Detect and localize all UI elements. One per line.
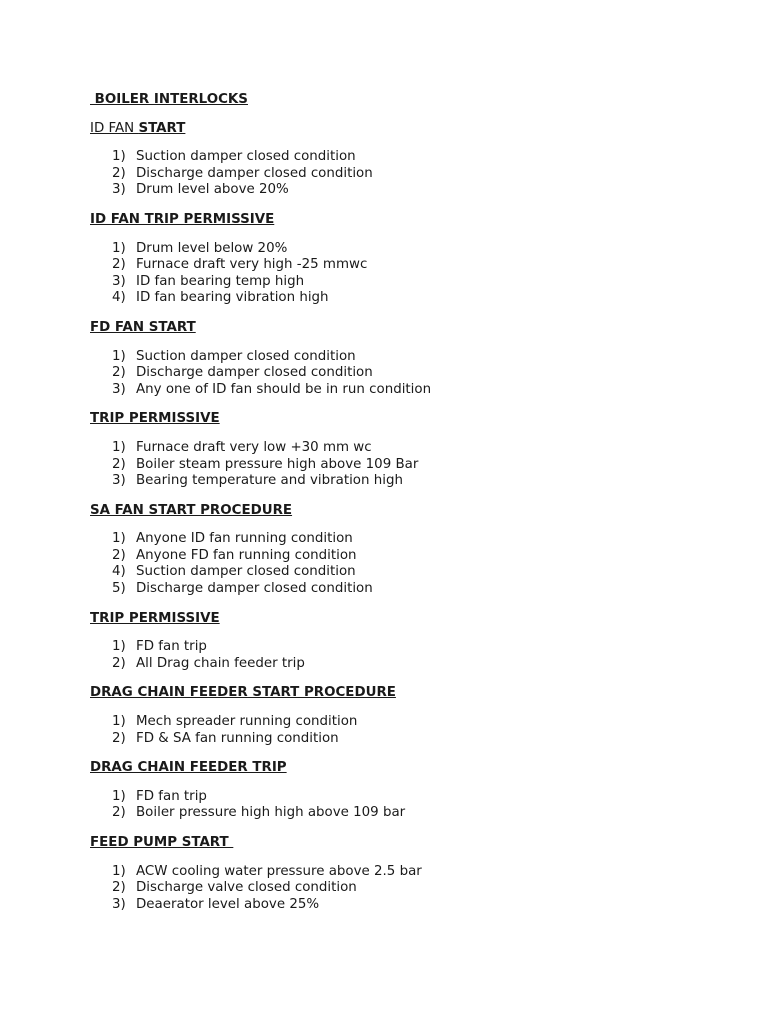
list-item	[90, 457, 710, 474]
list-item	[90, 897, 710, 914]
section-heading-bold: FD FAN START	[90, 319, 196, 335]
list-item-text: Anyone ID fan running condition	[136, 531, 353, 547]
section-heading	[90, 121, 710, 138]
section-heading-bold: ID FAN TRIP PERMISSIVE	[90, 211, 275, 227]
section-heading	[90, 411, 710, 428]
condition-list	[90, 714, 710, 747]
interlock-section	[90, 212, 710, 307]
list-item-number: 2)	[112, 257, 126, 273]
list-item-text: ID fan bearing vibration high	[136, 290, 329, 306]
list-item-number: 3)	[112, 381, 126, 397]
list-item-number: 4)	[112, 290, 126, 306]
list-item-number: 3)	[112, 473, 126, 489]
list-item	[90, 290, 710, 307]
document-title: BOILER INTERLOCKS	[90, 92, 248, 107]
section-heading-bold: SA FAN START PROCEDURE	[90, 502, 293, 518]
condition-list	[90, 440, 710, 490]
list-item-number: 1)	[112, 348, 126, 364]
list-item-number: 1)	[112, 149, 126, 165]
list-item	[90, 440, 710, 457]
list-item	[90, 473, 710, 490]
list-item-text: FD fan trip	[136, 788, 207, 804]
list-item-text: Furnace draft very high -25 mmwc	[136, 257, 368, 273]
list-item-text: Boiler pressure high high above 109 bar	[136, 805, 406, 821]
list-item-text: FD & SA fan running condition	[136, 730, 339, 746]
list-item	[90, 274, 710, 291]
section-heading-bold: FEED PUMP START	[90, 835, 234, 850]
list-item	[90, 149, 710, 166]
list-item-number: 2)	[112, 655, 126, 671]
list-item	[90, 548, 710, 565]
list-item-number: 1)	[112, 531, 126, 547]
list-item-number: 2)	[112, 805, 126, 821]
condition-list	[90, 789, 710, 822]
list-item-text: ID fan bearing temp high	[136, 273, 305, 289]
list-item-text: Anyone FD fan running condition	[136, 547, 357, 563]
section-heading	[90, 685, 710, 702]
section-heading	[90, 320, 710, 337]
list-item-text: Drum level below 20%	[136, 240, 288, 256]
list-item-text: Boiler steam pressure high above 109 Bar	[136, 456, 419, 472]
list-item-number: 2)	[112, 365, 126, 381]
interlock-section	[90, 121, 710, 199]
list-item	[90, 531, 710, 548]
list-item	[90, 241, 710, 258]
section-heading-bold: TRIP PERMISSIVE	[90, 411, 220, 427]
list-item-number: 1)	[112, 639, 126, 655]
interlock-section	[90, 760, 710, 822]
list-item-text: ACW cooling water pressure above 2.5 bar	[136, 863, 422, 879]
condition-list	[90, 864, 710, 914]
list-item-number: 5)	[112, 581, 126, 597]
list-item	[90, 581, 710, 598]
condition-list	[90, 349, 710, 399]
list-item-text: Bearing temperature and vibration high	[136, 473, 403, 489]
list-item	[90, 564, 710, 581]
list-item-text: Discharge damper closed condition	[136, 165, 373, 181]
list-item	[90, 805, 710, 822]
list-item-number: 3)	[112, 273, 126, 289]
section-heading-bold: DRAG CHAIN FEEDER TRIP	[90, 760, 287, 776]
list-item	[90, 349, 710, 366]
list-item-number: 2)	[112, 547, 126, 563]
list-item	[90, 789, 710, 806]
list-item	[90, 365, 710, 382]
list-item	[90, 382, 710, 399]
section-heading	[90, 503, 710, 520]
list-item-text: Suction damper closed condition	[136, 149, 356, 165]
interlock-section	[90, 411, 710, 489]
list-item-number: 2)	[112, 165, 126, 181]
list-item-text: All Drag chain feeder trip	[136, 655, 305, 671]
list-item	[90, 182, 710, 199]
list-item-number: 3)	[112, 896, 126, 912]
list-item-number: 2)	[112, 730, 126, 746]
interlock-section	[90, 503, 710, 598]
condition-list	[90, 531, 710, 597]
section-heading-bold: TRIP PERMISSIVE	[90, 610, 220, 626]
list-item-number: 2)	[112, 880, 126, 896]
list-item-text: Suction damper closed condition	[136, 348, 356, 364]
list-item-text: Suction damper closed condition	[136, 564, 356, 580]
interlock-section	[90, 685, 710, 747]
list-item-text: Discharge valve closed condition	[136, 880, 357, 896]
list-item-number: 1)	[112, 439, 126, 455]
section-heading-bold: DRAG CHAIN FEEDER START PROCEDURE	[90, 685, 396, 701]
list-item	[90, 656, 710, 673]
list-item	[90, 166, 710, 183]
document-body	[90, 92, 710, 926]
section-heading	[90, 212, 710, 229]
list-item-text: FD fan trip	[136, 639, 207, 655]
list-item	[90, 639, 710, 656]
condition-list	[90, 149, 710, 199]
list-item	[90, 880, 710, 897]
list-item-number: 2)	[112, 456, 126, 472]
list-item	[90, 714, 710, 731]
list-item-text: Discharge damper closed condition	[136, 365, 373, 381]
list-item-text: Deaerator level above 25%	[136, 896, 320, 912]
sections-container	[90, 121, 710, 914]
list-item	[90, 864, 710, 881]
list-item-text: Drum level above 20%	[136, 182, 289, 198]
list-item	[90, 731, 710, 748]
interlock-section	[90, 835, 710, 913]
list-item-text: Any one of ID fan should be in run condition	[136, 381, 432, 397]
section-heading	[90, 611, 710, 628]
list-item-number: 1)	[112, 240, 126, 256]
list-item-text: Discharge damper closed condition	[136, 581, 373, 597]
list-item-number: 1)	[112, 788, 126, 804]
list-item-number: 4)	[112, 564, 126, 580]
section-heading	[90, 760, 710, 777]
interlock-section	[90, 320, 710, 398]
list-item-number: 3)	[112, 182, 126, 198]
section-heading	[90, 835, 710, 852]
list-item-number: 1)	[112, 863, 126, 879]
list-item-text: Mech spreader running condition	[136, 714, 358, 730]
section-heading-bold: START	[138, 120, 186, 136]
section-heading-plain: ID FAN	[90, 120, 139, 136]
list-item	[90, 257, 710, 274]
interlock-section	[90, 611, 710, 673]
condition-list	[90, 639, 710, 672]
condition-list	[90, 241, 710, 307]
list-item-number: 1)	[112, 714, 126, 730]
list-item-text: Furnace draft very low +30 mm wc	[136, 439, 372, 455]
